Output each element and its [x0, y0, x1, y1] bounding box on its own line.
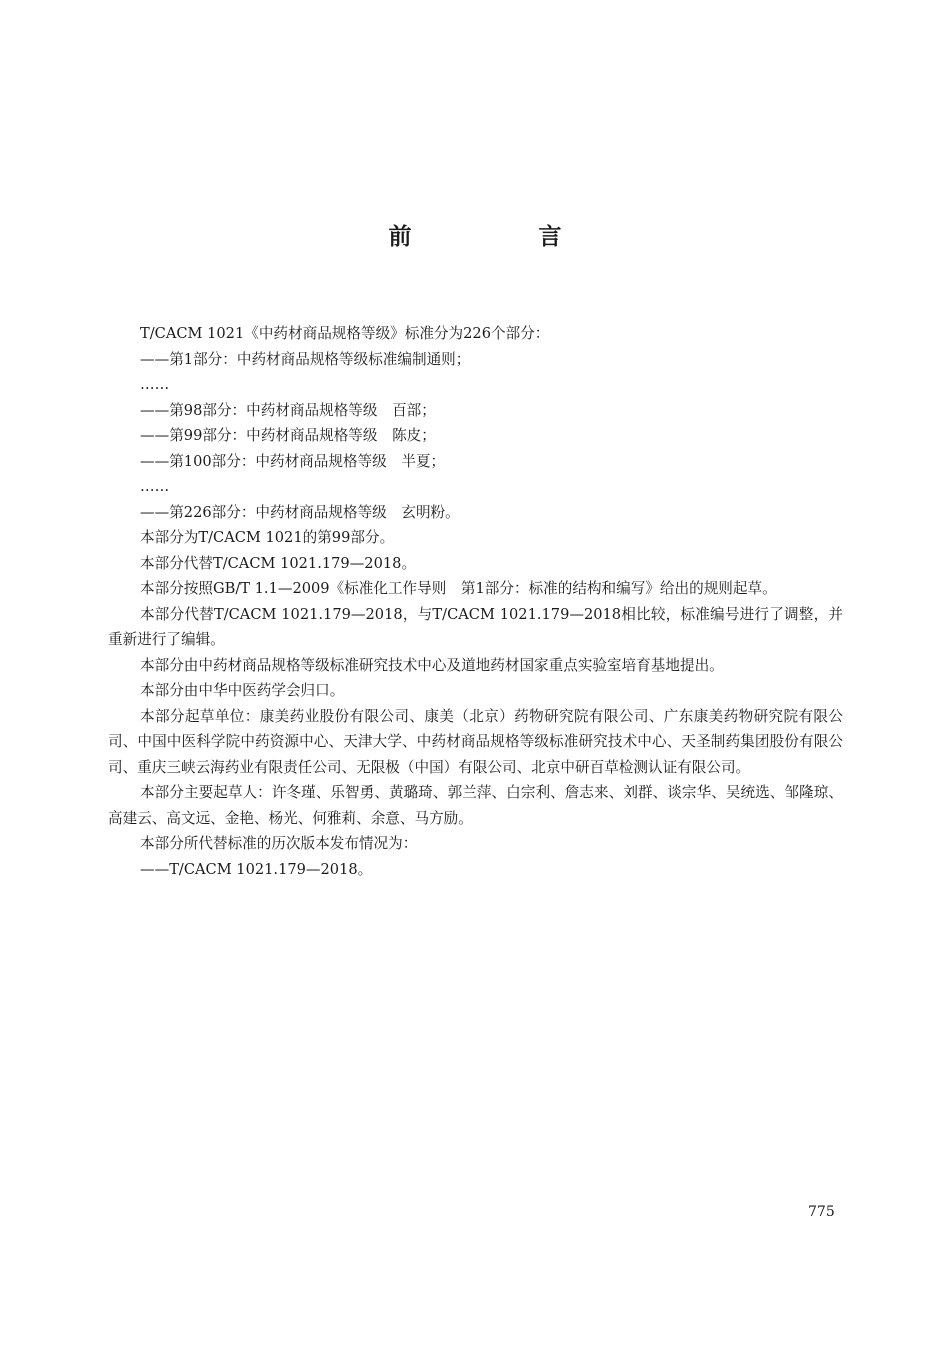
- para-centralized-by: 本部分由中华中医药学会归口。: [140, 682, 345, 699]
- line-ellipsis-2: ……: [140, 478, 170, 495]
- para-proposed-by: 本部分由中药材商品规格等级标准研究技术中心及道地药材国家重点实验室培育基地提出。: [140, 656, 724, 674]
- para-drafting-units: 本部分起草单位：康美药业股份有限公司、康美（北京）药物研究院有限公司、广东康美药物研究院有限公司、中国中医科学院中药资源中心、天津大学、中药材商品规格等级标准研究技术中心、天圣制药集团股份有限公司、重庆三峡云海药业有限责任公司、无限极（中国）有限公司、北京中研百草检测认证有限公司。: [108, 707, 843, 776]
- line-previous-version: ——T/CACM 1021.179—2018。: [140, 860, 373, 878]
- para-drafting-rules: 本部分按照GB/T 1.1—2009《标准化工作导则 第1部分：标准的结构和编写》给出的规则起草。: [140, 580, 777, 597]
- page-number: 775: [808, 1204, 835, 1220]
- line-ellipsis-1: ……: [140, 376, 170, 393]
- line-replaces: 本部分代替T/CACM 1021.179—2018。: [140, 554, 417, 572]
- line-part-1: ——第1部分：中药材商品规格等级标准编制通则；: [140, 350, 471, 368]
- line-part-100: ——第100部分：中药材商品规格等级 半夏；: [140, 452, 446, 470]
- line-part-99: ——第99部分：中药材商品规格等级 陈皮；: [140, 427, 436, 444]
- line-parts-intro: T/CACM 1021《中药材商品规格等级》标准分为226个部分：: [140, 325, 550, 342]
- line-this-part: 本部分为T/CACM 1021的第99部分。: [140, 529, 395, 546]
- line-part-98: ——第98部分：中药材商品规格等级 百部；: [140, 401, 436, 419]
- line-part-226: ——第226部分：中药材商品规格等级 玄明粉。: [140, 503, 460, 521]
- foreword-body: [108, 321, 843, 882]
- para-drafters: 本部分主要起草人：许冬瑾、乐智勇、黄璐琦、郭兰萍、白宗利、詹志来、刘群、谈宗华、吴统选、邹隆琼、高建云、高文远、金艳、杨光、何雅莉、余意、马方励。: [108, 784, 843, 827]
- para-version-history: 本部分所代替标准的历次版本发布情况为：: [140, 835, 418, 852]
- page-title: 前 言: [388, 224, 614, 250]
- para-changes: 本部分代替T/CACM 1021.179—2018，与T/CACM 1021.179—2018相比较，标准编号进行了调整，并重新进行了编辑。: [108, 605, 843, 648]
